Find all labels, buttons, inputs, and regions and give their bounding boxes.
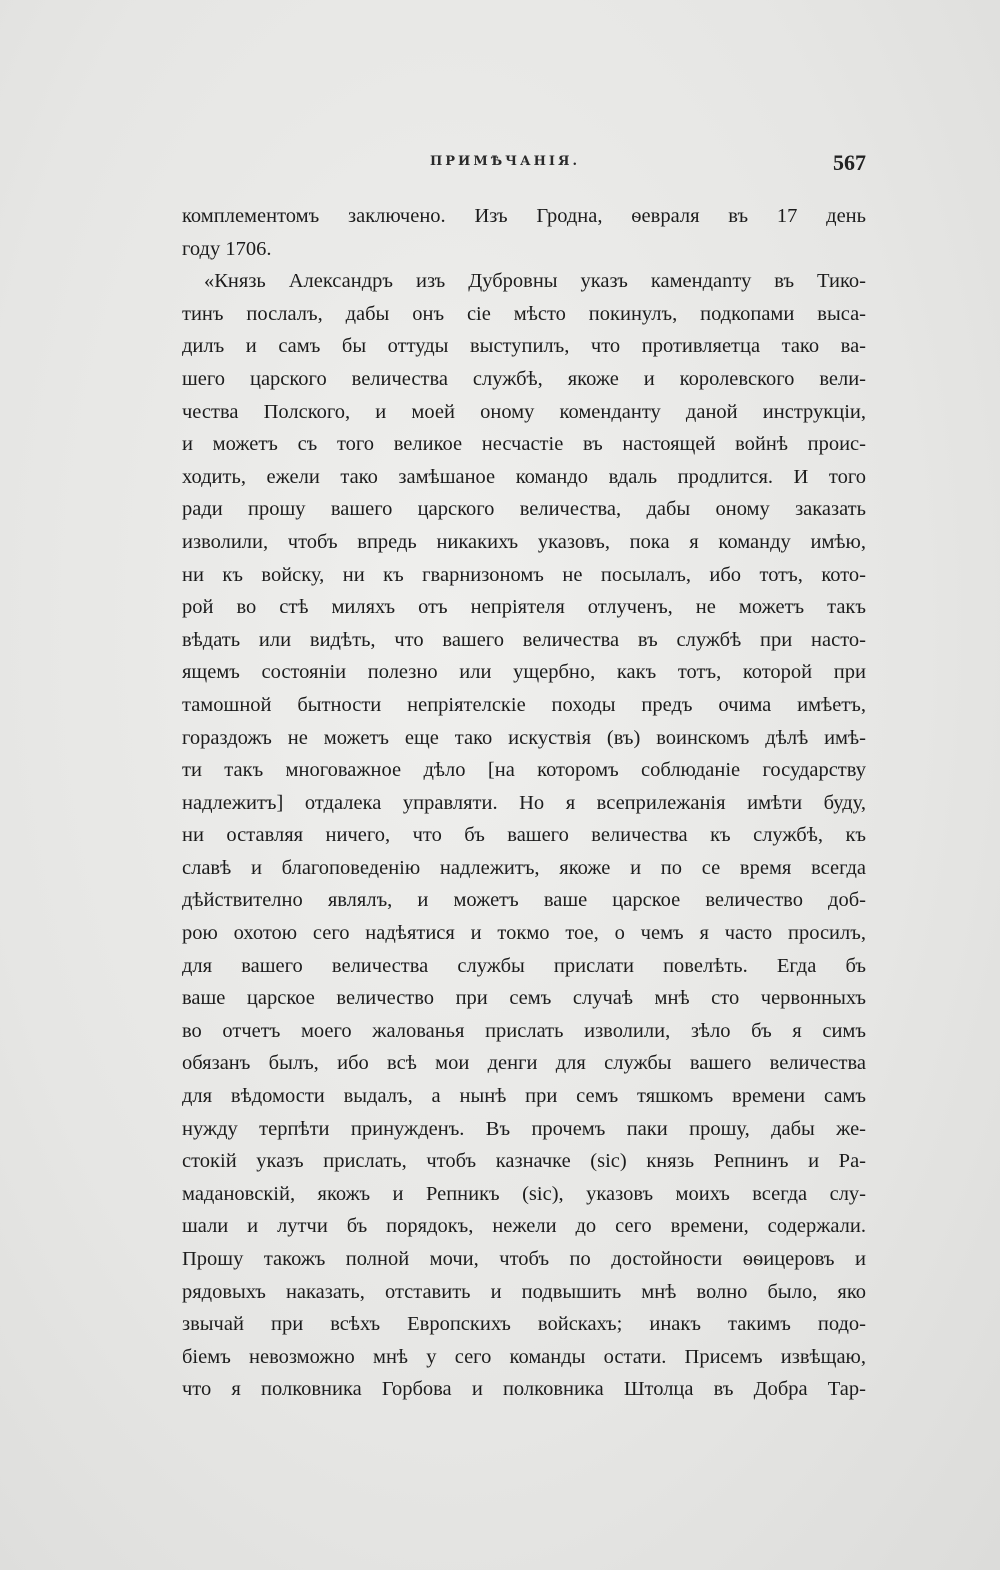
text-line: дѣйствително являлъ, и можетъ ваше царское величество доб-: [182, 889, 866, 912]
text-line: ти такъ многоважное дѣло [на которомъ соблюданіе государству: [182, 759, 866, 782]
text-line: шего царского величества службѣ, якоже и королевского вели-: [182, 367, 866, 390]
text-line: стокій указъ прислать, чтобъ казначке (sic) князь Репнинъ и Ра-: [182, 1150, 866, 1173]
text-line: комплементомъ заключено. Изъ Гродна, ѳевраля въ 17 день: [182, 205, 866, 227]
text-line: что я полковника Горбова и полковника Штолца въ Добра Тар-: [182, 1378, 866, 1401]
text-line: Прошу такожъ полной мочи, чтобъ по достойности ѳѳицеровъ и: [182, 1248, 866, 1270]
text-line: «Князь Александръ изъ Дубровны указъ камендanту въ Тико-: [204, 270, 866, 293]
text-line: вѣдать или видѣть, что вашего величества въ службѣ при насто-: [182, 628, 866, 651]
text-line: во отчетъ моего жалованья прислать изволили, зѣло бъ я симъ: [182, 1019, 866, 1042]
paragraph: [182, 265, 866, 1406]
text-line: ни оставляя ничего, что бъ вашего величества къ службѣ, къ: [182, 824, 866, 847]
text-line: и можетъ съ того великое несчастіе въ настоящей войнѣ проис-: [182, 433, 866, 456]
running-head: [182, 150, 866, 180]
text-line: изволили, чтобъ впредь никакихъ указовъ, пока я команду имѣю,: [182, 530, 866, 553]
text-line: тамошной бытности непріятелскіе походы предъ очима имѣетъ,: [182, 693, 866, 716]
page-number: 567: [833, 150, 866, 175]
body-text: [182, 200, 866, 1406]
text-line: ради прошу вашего царского величества, дабы оному заказать: [182, 498, 866, 521]
paragraph: [182, 200, 866, 265]
text-line: рядовыхъ наказать, отставить и подвышить мнѣ волно было, яко: [182, 1280, 866, 1303]
text-line: тинъ послалъ, дабы онъ сіе мѣсто покинулъ, подкопами выса-: [182, 302, 866, 325]
text-line: для вѣдомости выдалъ, а нынѣ при семъ тяшкомъ времени самъ: [182, 1085, 866, 1108]
text-line: надлежитъ] отдалека управляти. Но я всеприлежанія имѣти буду,: [182, 791, 866, 814]
text-line: для вашего величества службы прислати повелѣть. Егда бъ: [182, 954, 866, 977]
text-line: рой во стѣ миляхъ отъ непріятеля отлученъ, не можетъ такъ: [182, 596, 866, 619]
text-line: ходить, ежели тако замѣшаное командо вдаль продлится. И того: [182, 465, 866, 488]
text-line: году 1706.: [182, 237, 272, 260]
text-line: ни къ войску, ни къ гварнизономъ не посылалъ, ибо тотъ, кото-: [182, 563, 866, 586]
text-line: славѣ и благоповеденію надлежитъ, якоже и по се время всегда: [182, 856, 866, 879]
text-line: гораздожъ не можетъ еще тако искуствія (въ) воинскомъ дѣлѣ имѣ-: [182, 726, 866, 749]
text-line: нужду терпѣти принужденъ. Въ прочемъ паки прошу, дабы же-: [182, 1117, 866, 1140]
text-line: рою охотою сего надѣятися и токмо тое, о чемъ я часто просилъ,: [182, 922, 866, 945]
text-line: біемъ невозможно мнѣ у сего команды остати. Присемъ извѣщаю,: [182, 1345, 866, 1368]
text-line: дилъ и самъ бы оттуды выступилъ, что противляетца тако ва-: [182, 335, 866, 358]
running-title: ПРИМѢЧАНІЯ.: [430, 154, 580, 169]
text-line: шали и лутчи бъ порядокъ, нежели до сего времени, содержали.: [182, 1215, 866, 1238]
text-line: обязанъ былъ, ибо всѣ мои денги для службы вашего величества: [182, 1052, 866, 1075]
text-line: ящемъ состояніи полезно или ущербно, какъ тотъ, которой при: [182, 661, 866, 684]
text-line: ваше царское величество при семъ случаѣ мнѣ сто червонныхъ: [182, 987, 866, 1010]
text-line: мадановскій, якожъ и Репникъ (sic), указовъ моихъ всегда слу-: [182, 1182, 866, 1205]
text-line: чества Полского, и моей оному коменданту даной инструкціи,: [182, 400, 866, 423]
text-line: звычай при всѣхъ Европскихъ войскахъ; инакъ такимъ подо-: [182, 1313, 866, 1336]
